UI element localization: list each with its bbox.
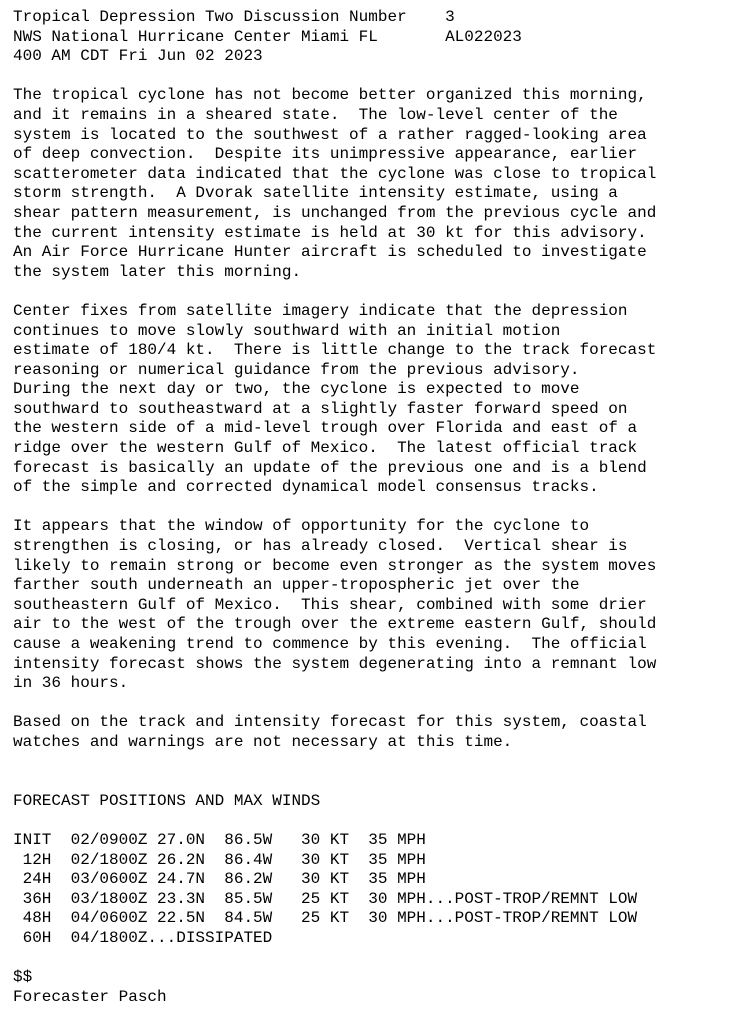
paragraph-line: During the next day or two, the cyclone is expected to move	[13, 380, 580, 399]
blank-line	[13, 949, 740, 969]
paragraph-line: intensity forecast shows the system degenerating into a remnant low	[13, 654, 657, 673]
paragraph-line: The tropical cyclone has not become better organized this morning,	[13, 86, 647, 105]
paragraph-line: strengthen is closing, or has already closed. Vertical shear is	[13, 537, 628, 556]
paragraph-line: shear pattern measurement, is unchanged from the previous cycle and	[13, 203, 657, 222]
forecast-row: 60H 04/1800Z...DISSIPATED	[13, 928, 273, 947]
paragraph-line: southward to southeastward at a slightly faster forward speed on	[13, 399, 628, 418]
paragraph-line: estimate of 180/4 kt. There is little change to the track forecast	[13, 341, 657, 360]
paragraph-line: storm strength. A Dvorak satellite intensity estimate, using a	[13, 184, 618, 203]
paragraph-line: system is located to the southwest of a rather ragged-looking area	[13, 125, 647, 144]
paragraph-line: reasoning or numerical guidance from the previous advisory.	[13, 360, 580, 379]
paragraph-line: forecast is basically an update of the previous one and is a blend	[13, 458, 647, 477]
paragraph-line: southeastern Gulf of Mexico. This shear, combined with some drier	[13, 595, 647, 614]
paragraph-line: Based on the track and intensity forecast for this system, coastal	[13, 713, 647, 732]
forecast-row: 48H 04/0600Z 22.5N 84.5W 25 KT 30 MPH...POST-TROP/REMNT LOW	[13, 909, 638, 928]
blank-line	[13, 811, 740, 831]
forecast-row: 24H 03/0600Z 24.7N 86.2W 30 KT 35 MPH	[13, 870, 426, 889]
paragraph-line: Center fixes from satellite imagery indicate that the depression	[13, 301, 628, 320]
paragraph-line: of the simple and corrected dynamical model consensus tracks.	[13, 478, 599, 497]
forecast-row: 36H 03/1800Z 23.3N 85.5W 25 KT 30 MPH...POST-TROP/REMNT LOW	[13, 889, 638, 908]
paragraph-line: in 36 hours.	[13, 674, 129, 693]
paragraph-line: It appears that the window of opportunity for the cyclone to	[13, 517, 590, 536]
paragraph-line: cause a weakening trend to commence by this evening. The official	[13, 635, 647, 653]
blank-line	[13, 772, 740, 792]
forecast-row: 12H 02/1800Z 26.2N 86.4W 30 KT 35 MPH	[13, 850, 426, 869]
paragraph-line: farther south underneath an upper-tropospheric jet over the	[13, 576, 580, 595]
forecast-heading: FORECAST POSITIONS AND MAX WINDS	[13, 791, 321, 810]
forecast-table	[13, 831, 740, 949]
product-title: Tropical Depression Two Discussion Number 3	[13, 8, 455, 26]
paragraph-line: continues to move slowly southward with an initial motion	[13, 321, 561, 340]
blank-line	[13, 753, 740, 773]
paragraph-line: the system later this morning.	[13, 262, 302, 281]
forecast-row: INIT 02/0900Z 27.0N 86.5W 30 KT 35 MPH	[13, 830, 426, 849]
paragraph-line: and it remains in a sheared state. The low-level center of the	[13, 105, 618, 124]
paragraph-line: An Air Force Hurricane Hunter aircraft is scheduled to investigate	[13, 243, 647, 262]
issue-time: 400 AM CDT Fri Jun 02 2023	[13, 47, 263, 66]
end-marker: $$	[13, 968, 33, 987]
paragraph-line: likely to remain strong or become even stronger as the system moves	[13, 556, 657, 575]
discussion-body	[13, 86, 740, 752]
paragraph-line: scatterometer data indicated that the cyclone was close to tropical	[13, 164, 657, 183]
forecaster-signature: Forecaster Pasch	[13, 987, 167, 1006]
paragraph-line: watches and warnings are not necessary at this time.	[13, 732, 513, 751]
blank-line	[13, 67, 740, 87]
issuing-office: NWS National Hurricane Center Miami FL AL022023	[13, 27, 522, 46]
blank-line	[13, 694, 740, 714]
paragraph-line: of deep convection. Despite its unimpressive appearance, earlier	[13, 145, 638, 164]
blank-line	[13, 282, 740, 302]
paragraph-line: the current intensity estimate is held at 30 kt for this advisory.	[13, 223, 647, 242]
blank-line	[13, 498, 740, 518]
paragraph-line: the western side of a mid-level trough over Florida and east of a	[13, 419, 638, 438]
paragraph-line: air to the west of the trough over the extreme eastern Gulf, should	[13, 615, 657, 634]
paragraph-line: ridge over the western Gulf of Mexico. The latest official track	[13, 439, 638, 458]
